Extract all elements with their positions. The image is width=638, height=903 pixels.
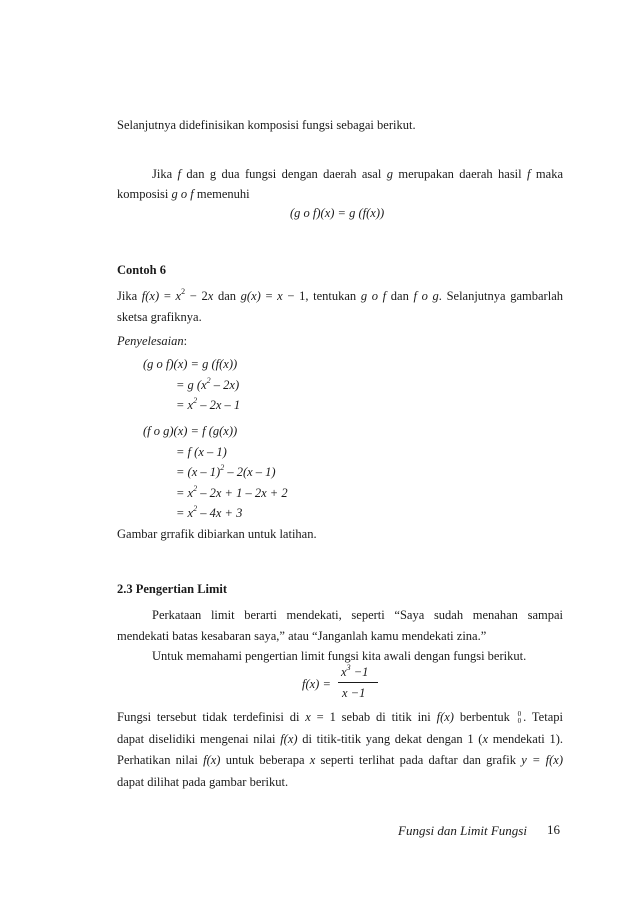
solution-step-1: (g ο f)(x) = g (f(x)) — [143, 357, 238, 371]
solution-step-3: = $x^2 - 2x - 1$ — [176, 396, 241, 412]
section-paragraph-3-line-1: Fungsi tersebut tidak terdefinisi di x = 1 sebab di titik ini f(x) berbentuk 0 0 . Tetapi — [117, 710, 563, 726]
example-problem-line-2: sketsa grafiknya. — [117, 310, 202, 324]
limit-function-numerator: $x^3 -1$ — [341, 663, 369, 679]
limit-function-denominator: x −1 — [342, 686, 366, 700]
zero-over-zero: 0 0 — [517, 710, 522, 726]
solution-step-8: = $x^2 - 4x + 3$ — [176, 504, 243, 520]
definition-formula: (g ο f)(x) = g (f(x)) — [290, 206, 385, 220]
example-problem-line-1: Jika $f(x) = x^2 - 2x$ dan g(x) = x − 1, tentukan g ο f dan f ο g. Selanjutnya gambarlah — [117, 287, 563, 303]
limit-function-label: f(x) = — [302, 677, 331, 691]
solution-step-2: = g $(x^2 - 2x)$ — [176, 376, 240, 392]
footer-title: Fungsi dan Limit Fungsi — [398, 823, 527, 838]
fraction-bar — [338, 682, 378, 683]
example-heading: Contoh 6 — [117, 263, 166, 277]
example-closing: Gambar grrafik dibiarkan untuk latihan. — [117, 527, 317, 541]
solution-step-7: = $x^2 - 2x + 1 - 2x + 2$ — [176, 484, 288, 500]
section-paragraph-3-line-3: Perhatikan nilai f(x) untuk beberapa x seperti terlihat pada daftar dan grafik y = f(x) — [117, 753, 563, 767]
intro-text: Selanjutnya didefinisikan komposisi fungsi sebagai berikut. — [117, 118, 416, 132]
section-paragraph-1-line-2: mendekati batas kesabaran saya,” atau “Janganlah kamu mendekati zina.” — [117, 629, 487, 643]
solution-step-5: = f (x – 1) — [176, 445, 227, 459]
definition-line-2: komposisi g ο f memenuhi — [117, 187, 250, 201]
section-paragraph-3-line-4: dapat dilihat pada gambar berikut. — [117, 775, 289, 789]
section-heading: 2.3 Pengertian Limit — [117, 582, 228, 596]
section-paragraph-3-line-2: dapat diselidiki mengenai nilai f(x) di titik-titik yang dekat dengan 1 (x mendekati 1). — [117, 732, 564, 746]
section-paragraph-1-line-1: Perkataan limit berarti mendekati, seperti “Saya sudah menahan sampai — [152, 608, 563, 622]
solution-label: Penyelesaian: — [117, 334, 188, 348]
definition-line-1: Jika f dan g dua fungsi dengan daerah asal g merupakan daerah hasil f maka — [152, 167, 564, 181]
section-paragraph-2: Untuk memahami pengertian limit fungsi kita awali dengan fungsi berikut. — [152, 649, 527, 663]
solution-step-6: = (x – 1)$^2$ – 2(x – 1) — [176, 463, 276, 479]
page-number: 16 — [547, 822, 560, 837]
solution-step-4: (f ο g)(x) = f (g(x)) — [143, 424, 238, 438]
